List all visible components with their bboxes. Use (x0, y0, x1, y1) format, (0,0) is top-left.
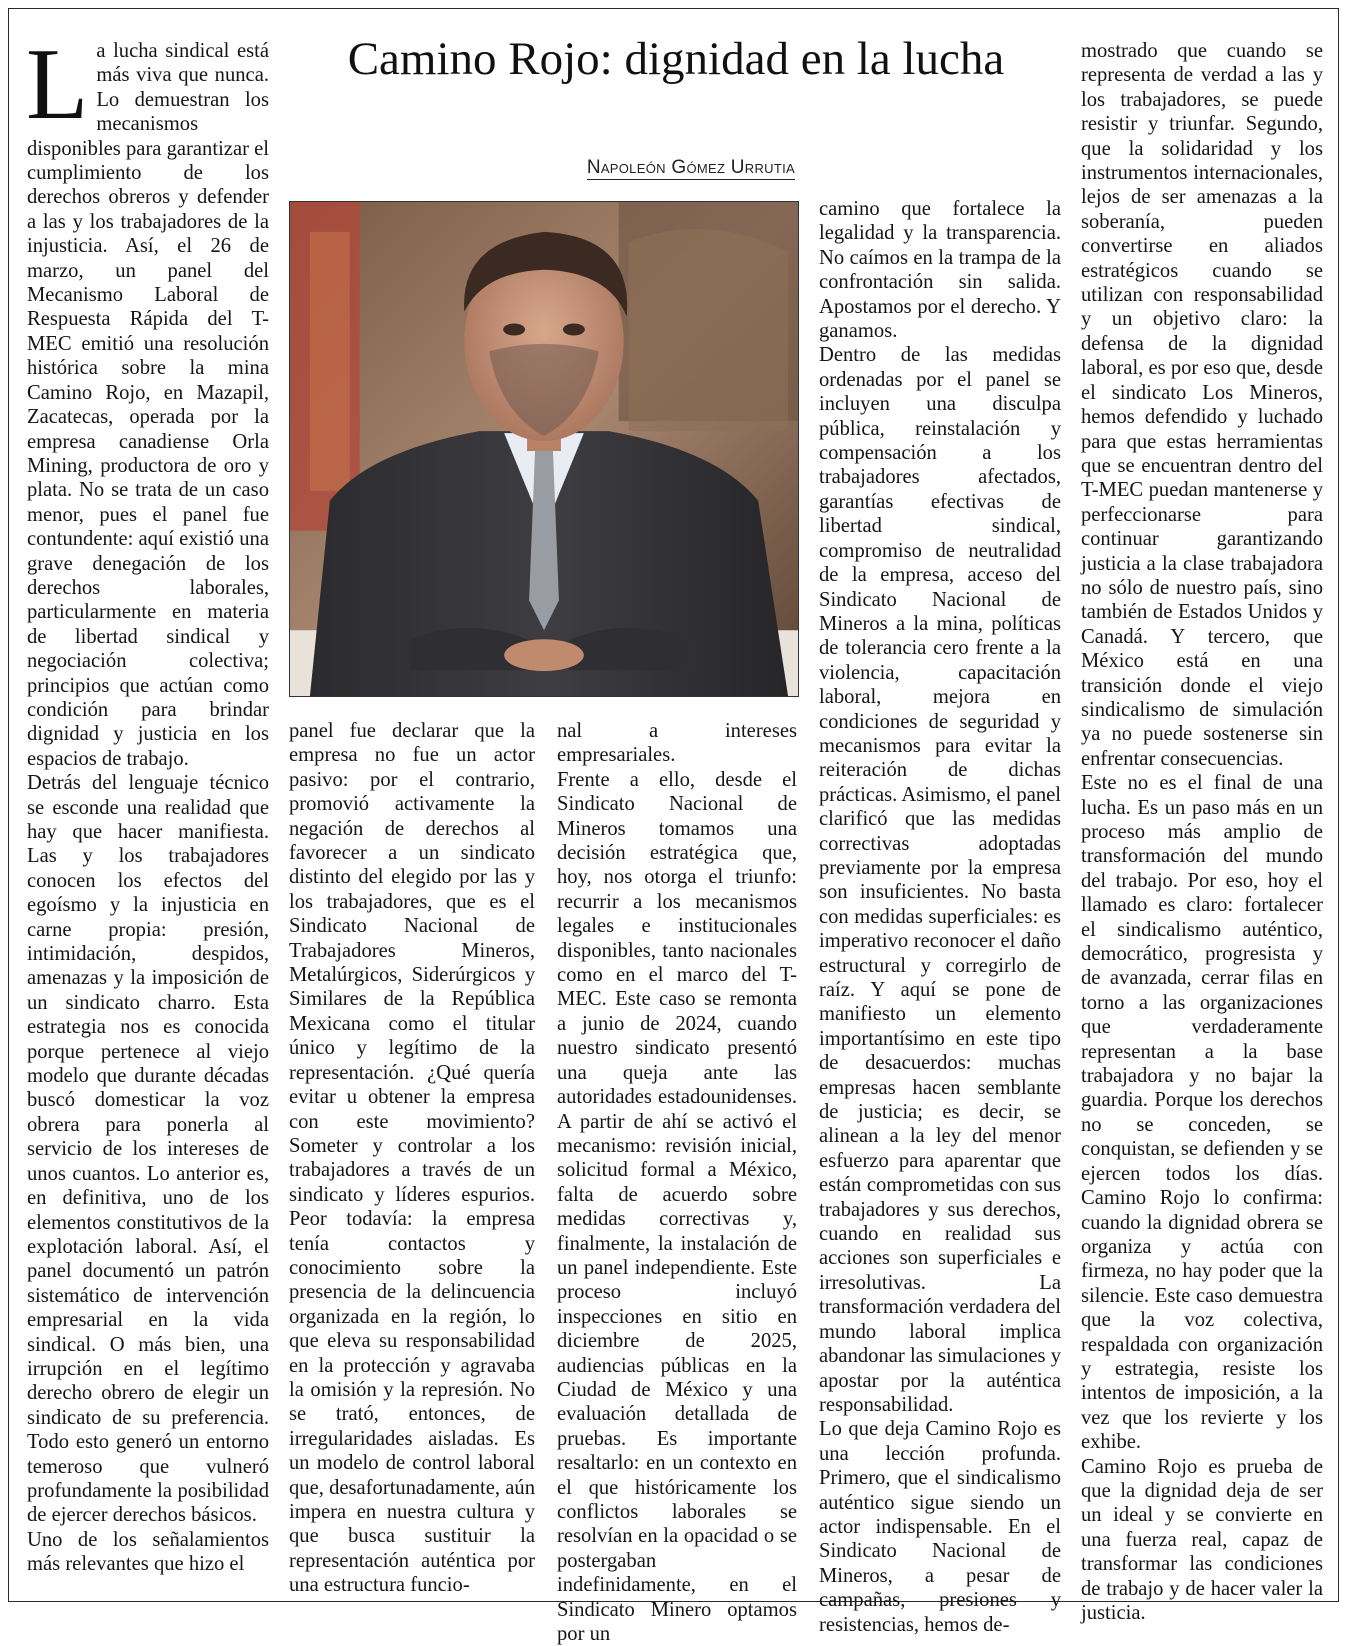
headline: Camino Rojo: dignidad en la lucha (347, 33, 1005, 85)
paragraph: camino que fortalece la legalidad y la transparencia. No caímos en la trampa de la confrontación sin salida. Apostamos por el derecho. Y ganamos. (819, 198, 1061, 343)
column-2 (289, 719, 535, 1595)
column-1 (26, 28, 269, 1595)
column-3 (557, 719, 797, 1646)
paragraph: Camino Rojo es prueba de que la dignidad deja de ser un ideal y se convierte en una fuerza real, capaz de transformar las condiciones de trabajo y de hacer valer la justicia. (1081, 1455, 1323, 1624)
paragraph-text: a lucha sindical está más viva que nunca. Lo demuestran los mecanismos disponibles para garantizar el cumplimiento de los derechos obreros y defender a las y los trabajadores de la injusticia. Así, el 26 de marzo, un panel del Mecanismo Laboral de Respuesta Rápida del T-MEC emitió una resolución histórica sobre la mina Camino Rojo, en Mazapil, Zacatecas, operada por la empresa canadiense Orla Mining, productora de oro y plata. No se trata de un caso menor, pues el panel fue contundente: aquí existió una grave denegación de los derechos laborales, particularmente en materia de libertad sindical y negociación colectiva; principios que actúan como condición para brindar dignidad y justicia en los espacios de trabajo. (27, 40, 269, 770)
paragraph: Dentro de las medidas ordenadas por el panel se incluyen una disculpa pública, reinstalación y compensación a los trabajadores afectados, garantías efectivas de libertad sindical, compromiso de neutralidad de la empresa, acceso del Sindicato Nacional de Mineros a la mina, políticas de tolerancia cero frente a la violencia, capacitación laboral, mejora en condiciones de seguridad y mecanismos para evitar la reiteración de dichas prácticas. Asimismo, el panel clarificó que las medidas correctivas adoptadas previamente por la empresa son insuficientes. No basta con medidas superficiales: es imperativo reconocer el daño estructural y corregirlo de raíz. Y aquí se pone de manifiesto un elemento importantísimo en este tipo de desacuerdos: muchas empresas hacen semblante de justicia; es decir, se alinean a la ley del menor esfuerzo para aparentar que están comprometidas con sus trabajadores y sus derechos, cuando en realidad sus acciones son superficiales e irresolutivas. La transformación verdadera del mundo laboral implica abandonar las simulaciones y apostar por la auténtica responsabilidad. (819, 344, 1061, 1416)
paragraph (26, 28, 269, 771)
portrait-illustration (290, 202, 798, 696)
paragraph: Uno de los señalamientos más relevantes que hizo el (27, 1528, 269, 1576)
column-5 (1081, 39, 1323, 1624)
paragraph: nal a intereses empresariales. (557, 720, 797, 767)
paragraph: panel fue declarar que la empresa no fue un actor pasivo: por el contrario, promovió activamente la negación de derechos al favorecer a un sindicato distinto del elegido por las y los trabajadores, que es el Sindicato Nacional de Trabajadores Mineros, Metalúrgicos, Siderúrgicos y Similares de la República Mexicana como el titular único y legítimo de la representación. ¿Qué quería evitar u obtener la empresa con este movimiento? Someter y controlar a los trabajadores a través de un sindicato y líderes espurios. Peor todavía: la empresa tenía contactos y conocimiento sobre la presencia de la delincuencia organizada en la región, lo que eleva su responsabilidad en la protección y agravaba la omisión y la represión. No se trató, entonces, de irregularidades aisladas. Es un modelo de control laboral que, desafortunadamente, aún impera en nuestra cultura y que busca sustituir la representación auténtica por una estructura funcio- (289, 720, 535, 1597)
paragraph: Lo que deja Camino Rojo es una lección profunda. Primero, que el sindicalismo auténtico sigue siendo un actor indispensable. En el Sindicato Nacional de Mineros, a pesar de campañas, presiones y resistencias, hemos de- (819, 1418, 1061, 1636)
author-name: Napoleón Gómez Urrutia (586, 157, 795, 178)
newspaper-page (8, 8, 1339, 1646)
byline (409, 157, 795, 179)
paragraph: mostrado que cuando se representa de verdad a las y los trabajadores, se puede resistir y triunfar. Segundo, que la solidaridad y los instrumentos internacionales, lejos de ser amenazas a la soberanía, pueden convertirse en aliados estratégicos cuando se utilizan con responsabilidad y un objetivo claro: la defensa de la dignidad laboral, es por eso que, desde el sindicato Los Mineros, hemos defendido y luchado para que estas herramientas que se encuentran dentro del T-MEC puedan mantenerse y perfeccionarse para continuar garantizando justicia a la clase trabajadora no sólo de nuestro país, sino también de Estados Unidos y Canadá. Y tercero, que México está en una transición donde el viejo sindicalismo de simulación ya no puede sostenerse sin enfrentar consecuencias. (1081, 40, 1323, 770)
paragraph: Detrás del lenguaje técnico se esconde una realidad que hay que hacer manifiesta. Las y los trabajadores conocen los efectos del egoísmo y la injusticia en carne propia: presión, intimidación, despidos, amenazas y la imposición de un sindicato charro. Esta estrategia nos es conocida porque pertenece al viejo modelo que durante décadas buscó domesticar la voz obrera para ponerla al servicio de los intereses de unos cuantos. Lo anterior es, en definitiva, uno de los elementos constitutivos de la explotación laboral. Así, el panel documentó un patrón sistemático de intervención empresarial en la vida sindical. O más bien, una irrupción en el legítimo derecho obrero de elegir un sindicato de su preferencia. Todo esto generó un entorno temeroso que vulneró profundamente la posibilidad de ejercer derechos básicos. (27, 772, 269, 1527)
paragraph: Este no es el final de una lucha. Es un paso más en un proceso más amplio de transformación del mundo del trabajo. Por eso, hoy el llamado es claro: fortalecer el sindicalismo auténtico, democrático, progresista y de avanzada, cerrar filas en torno a las organizaciones que verdaderamente representan a la base trabajadora y no bajar la guardia. Porque los derechos no se conceden, se conquistan, se defienden y se ejercen todos los días. Camino Rojo lo confirma: cuando la dignidad obrera se organiza y actúa con firmeza, no hay poder que la silencie. Este caso demuestra que la voz colectiva, respaldada con organización y estrategia, resiste los intentos de imposición, a la vez que los revierte y los exhibe. (1081, 772, 1323, 1454)
author-photo (289, 201, 799, 697)
column-4 (819, 197, 1061, 1636)
paragraph: Frente a ello, desde el Sindicato Nacional de Mineros tomamos una decisión estratégica que, hoy, nos otorga el triunfo: recurrir a los mecanismos legales e institucionales disponibles, tanto nacionales como en el marco del T-MEC. Este caso se remonta a junio de 2024, cuando nuestro sindicato presentó una queja ante las autoridades estadounidenses. A partir de ahí se activó el mecanismo: revisión inicial, solicitud formal a México, falta de acuerdo sobre medidas correctivas y, finalmente, la instalación de un panel independiente. Este proceso incluyó inspecciones en sitio en diciembre de 2025, audiencias públicas en la Ciudad de México y una evaluación detallada de pruebas. Es importante resaltarlo: en un contexto en el que históricamente los conflictos laborales se resolvían en la opacidad o se postergaban indefinidamente, en el Sindicato Minero optamos por un (557, 768, 797, 1646)
drop-cap: L (26, 28, 89, 141)
